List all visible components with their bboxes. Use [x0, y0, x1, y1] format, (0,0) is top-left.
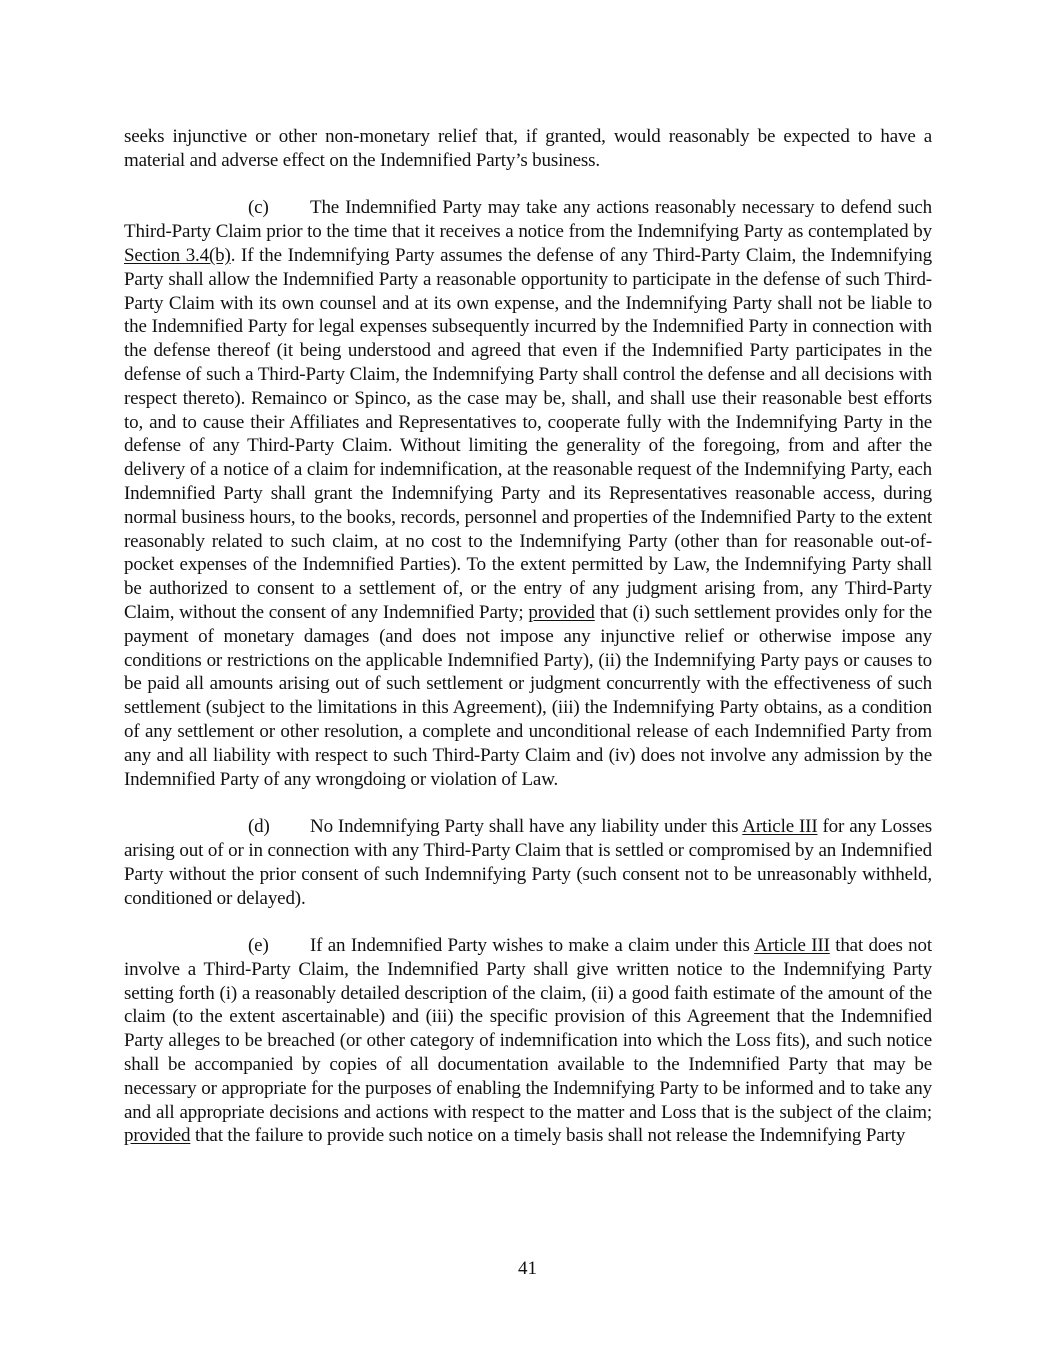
- article-reference: Article III: [742, 816, 818, 838]
- paragraph-text: If an Indemnified Party wishes to make a claim under this: [310, 935, 755, 957]
- paragraph-text: for any Losses arising out of or in connection with any Third-Party Claim that is settled or compromised by an Indemnified Party without the prior consent of such Indemnifying Party (such consent not to be unreasonably withheld, conditioned or delayed).: [124, 816, 932, 909]
- paragraph-text: seeks injunctive or other non-monetary relief that, if granted, would reasonably be expected to have a material and adverse effect on the Indemnified Party’s business.: [124, 126, 932, 171]
- paragraph-text: No Indemnifying Party shall have any liability under this: [310, 816, 743, 838]
- paragraph-text: that does not involve a Third-Party Claim, the Indemnified Party shall give written notice to the Indemnifying Party setting forth (i) a reasonably detailed description of the claim, (ii) a good faith estimate of the amount of the claim (to the extent ascertainable) and (iii) the specific provision of this Agreement that the Indemnified Party alleges to be breached (or other category of indemnification into which the Loss fits), and such notice shall be accompanied by copies of all documentation available to the Indemnified Party that may be necessary or appropriate for the purposes of enabling the Indemnifying Party to be informed and to take any and all appropriate decisions and actions with respect to the matter and Loss that is the subject of the claim;: [124, 935, 933, 1123]
- paragraph-label: (d): [248, 816, 270, 838]
- paragraph-text: that the failure to provide such notice on a timely basis shall not release the Indemnifying Party: [190, 1125, 906, 1147]
- paragraph-c: [124, 196, 932, 791]
- paragraph-text: that (i) such settlement provides only for the payment of monetary damages (and does not impose any injunctive relief or otherwise impose any conditions or restrictions on the applicable Indemnified Party), (ii) the Indemnifying Party pays or causes to be paid all amounts arising out of such settlement or judgment concurrently with the effectiveness of such settlement (subject to the limitations in this Agreement), (iii) the Indemnifying Party obtains, as a condition of any settlement or other resolution, a complete and unconditional release of each Indemnified Party from any and all liability with respect to such Third-Party Claim and (iv) does not involve any admission by the Indemnified Party of any wrongdoing or violation of Law.: [124, 601, 932, 790]
- paragraph-d: [124, 815, 932, 910]
- paragraph-text: . If the Indemnifying Party assumes the defense of any Third-Party Claim, the Indemnifying Party shall allow the Indemnified Party a reasonable opportunity to participate in the defense of such Third-Party Claim with its own counsel and at its own expense, and the Indemnifying Party shall not be liable to the Indemnified Party for legal expenses subsequently incurred by the Indemnified Party in connection with the defense thereof (it being understood and agreed that even if the Indemnified Party participates in the defense of such a Third-Party Claim, the Indemnifying Party shall control the defense and all decisions with respect thereto). Remainco or Spinco, as the case may be, shall, and shall use their reasonable best efforts to, and to cause their Affiliates and Representatives to, cooperate fully with the Indemnifying Party in the defense of any Third-Party Claim. Without limiting the generality of the foregoing, from and after the delivery of a notice of a claim for indemnification, at the reasonable request of the Indemnifying Party, each Indemnified Party shall grant the Indemnifying Party and its Representatives reasonable access, during normal business hours, to the books, records, personnel and properties of the Indemnified Party to the extent reasonably related to such claim, at no cost to the Indemnifying Party (other than for reasonable out-of-pocket expenses of the Indemnified Parties). To the extent permitted by Law, the Indemnifying Party shall be authorized to consent to a settlement of, or the entry of any judgment arising from, any Third-Party Claim, without the consent of any Indemnified Party;: [124, 244, 932, 623]
- paragraph-label: (c): [248, 197, 269, 219]
- paragraph-e: [124, 934, 932, 1148]
- paragraph-text: The Indemnified Party may take any actions reasonably necessary to defend such Third-Party Claim prior to the time that it receives a notice from the Indemnifying Party as contemplated by: [124, 197, 932, 243]
- section-reference: Section 3.4(b): [124, 244, 231, 266]
- paragraph-continuation: [124, 125, 932, 173]
- document-body: [124, 125, 932, 1148]
- paragraph-label: (e): [248, 935, 269, 957]
- page-number: 41: [518, 1258, 537, 1279]
- provided-term: provided: [124, 1125, 191, 1147]
- provided-term: provided: [528, 601, 595, 623]
- article-reference: Article III: [754, 935, 830, 957]
